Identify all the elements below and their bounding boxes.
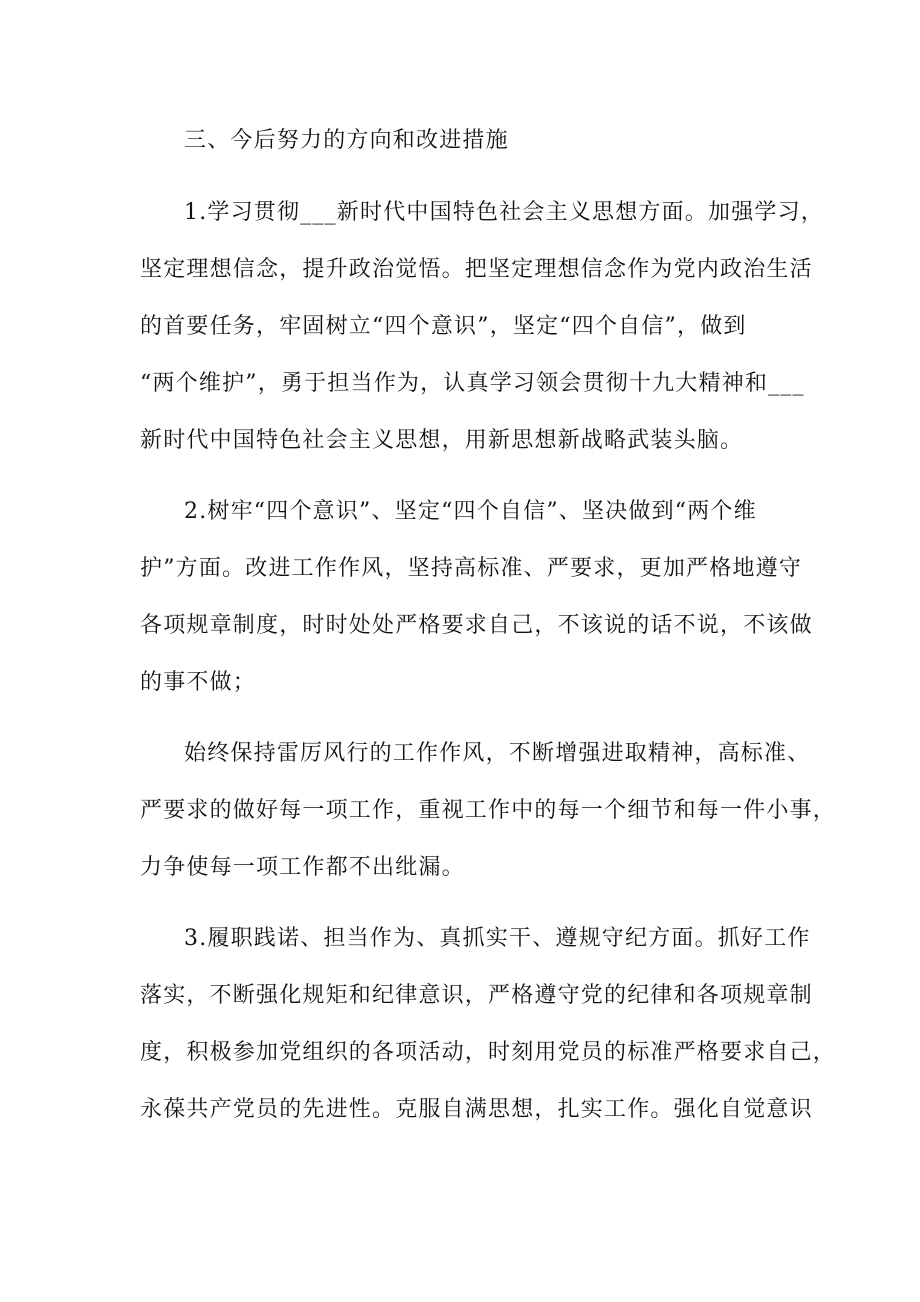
paragraph-line: “两个维护”，勇于担当作为，认真学习领会贯彻十九大精神和___ bbox=[140, 371, 805, 396]
paragraph-line: 的首要任务，牢固树立“四个意识”，坚定“四个自信”，做到 bbox=[140, 314, 747, 339]
paragraph-line: 度，积极参加党组织的各项活动，时刻用党员的标准严格要求自己， bbox=[140, 1040, 837, 1065]
paragraph-line: 护”方面。改进工作作风，坚持高标准、严要求，更加严格地遵守 bbox=[140, 556, 803, 581]
paragraph-line: 新时代中国特色社会主义思想，用新思想新战略武装头脑。 bbox=[140, 428, 744, 453]
paragraph-line: 的事不做； bbox=[140, 670, 257, 695]
paragraph-line: 严要求的做好每一项工作，重视工作中的每一个细节和每一件小事， bbox=[140, 798, 837, 823]
section-heading: 三、今后努力的方向和改进措施 bbox=[184, 128, 509, 153]
paragraph-line: 始终保持雷厉风行的工作作风，不断增强进取精神，高标准、 bbox=[184, 741, 811, 766]
paragraph-line: 各项规章制度，时时处处严格要求自己，不该说的话不说，不该做 bbox=[140, 613, 813, 638]
paragraph-line: 力争使每一项工作都不出纰漏。 bbox=[140, 855, 465, 880]
paragraph-line: 坚定理想信念，提升政治觉悟。把坚定理想信念作为党内政治生活 bbox=[140, 257, 813, 282]
paragraph-line: 落实，不断强化规矩和纪律意识，严格遵守党的纪律和各项规章制 bbox=[140, 983, 813, 1008]
paragraph-line: 1.学习贯彻___新时代中国特色社会主义思想方面。加强学习， bbox=[184, 200, 824, 225]
paragraph-line: 3.履职践诺、担当作为、真抓实干、遵规守纪方面。抓好工作 bbox=[184, 926, 811, 951]
paragraph-line: 2.树牢“四个意识”、坚定“四个自信”、坚决做到“两个维 bbox=[184, 499, 757, 524]
paragraph-line: 永葆共产党员的先进性。克服自满思想，扎实工作。强化自觉意识 bbox=[140, 1097, 813, 1122]
